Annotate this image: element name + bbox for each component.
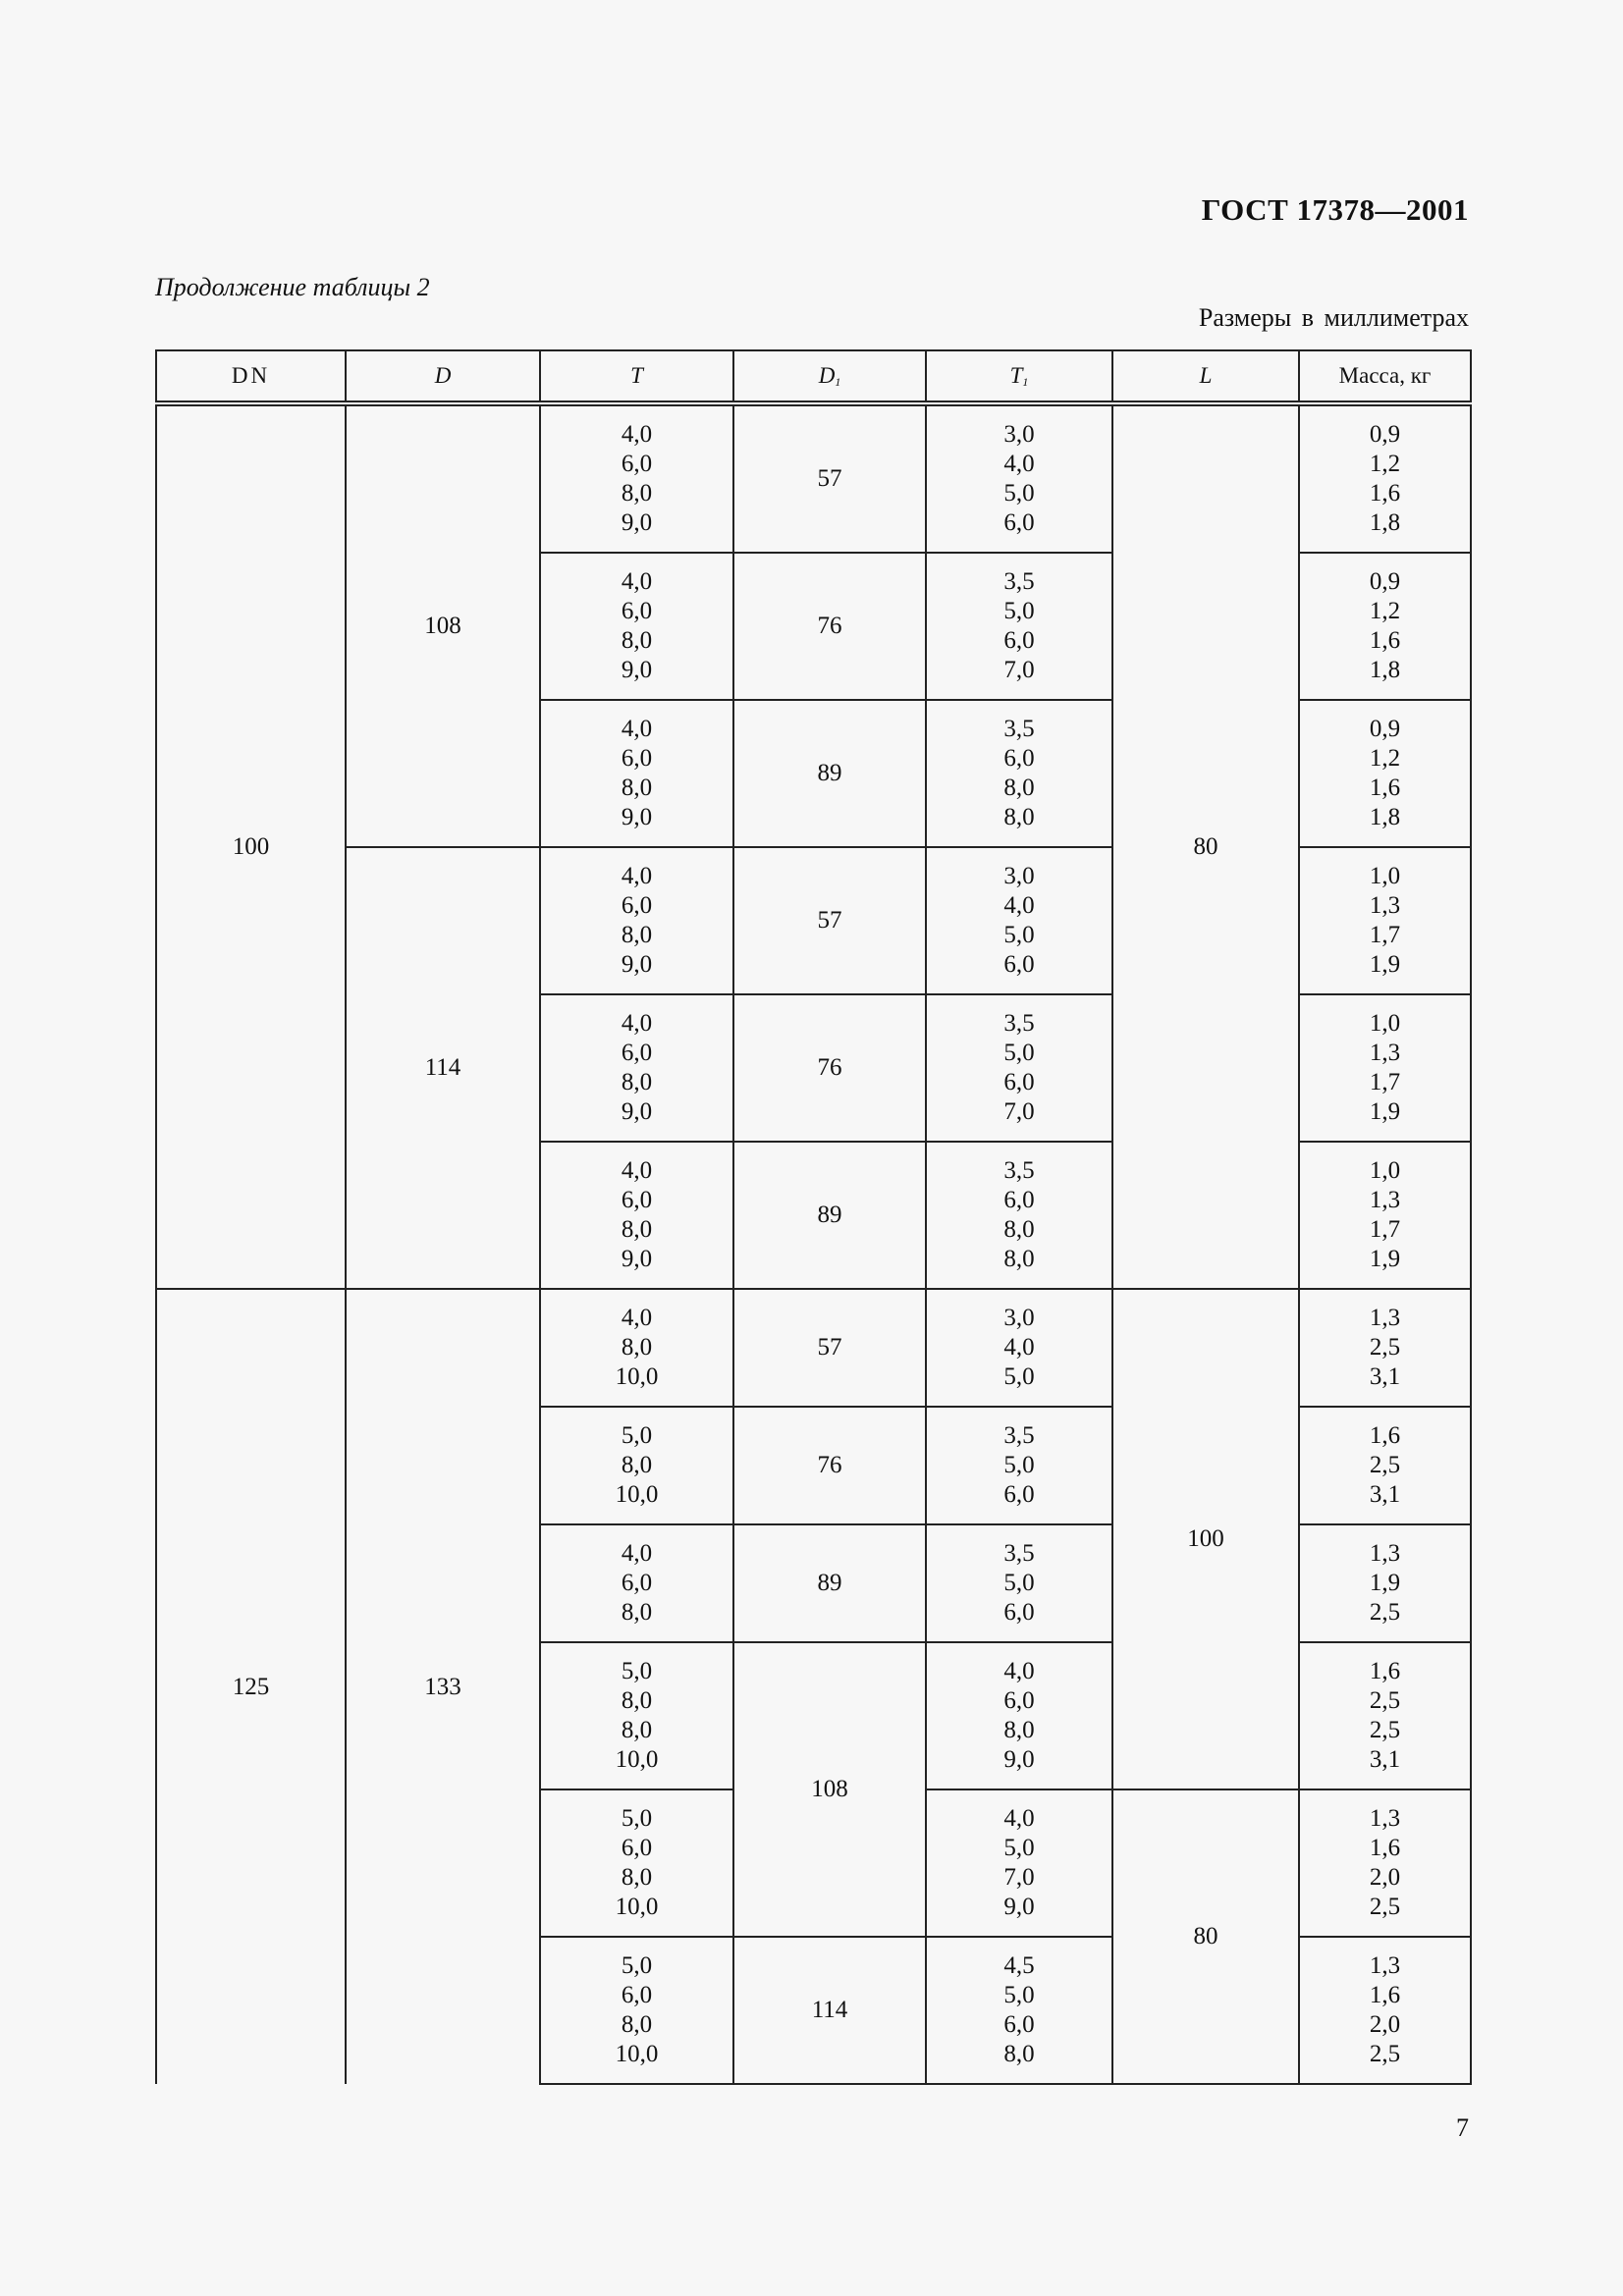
t-cell: 4,0 6,0 8,0 [540, 1524, 733, 1642]
t-cell: 4,0 6,0 8,0 9,0 [540, 994, 733, 1142]
t1-cell: 4,0 6,0 8,0 9,0 [926, 1642, 1112, 1789]
d1-cell: 76 [733, 994, 926, 1142]
col-header-dn: DN [156, 350, 346, 403]
d1-cell: 76 [733, 1407, 926, 1524]
t1-cell: 4,5 5,0 6,0 8,0 [926, 1937, 1112, 2084]
col-header-d1-base: D [818, 362, 836, 388]
d1-cell: 57 [733, 403, 926, 553]
dn-cell: 125 [156, 1289, 346, 2084]
d1-cell: 89 [733, 1142, 926, 1289]
t-cell: 4,0 6,0 8,0 9,0 [540, 403, 733, 553]
l-cell: 80 [1112, 403, 1299, 1289]
mass-cell: 1,0 1,3 1,7 1,9 [1299, 847, 1471, 994]
d-cell: 133 [346, 1289, 540, 2084]
mass-cell: 0,9 1,2 1,6 1,8 [1299, 700, 1471, 847]
dn-cell: 100 [156, 403, 346, 1289]
col-header-mass: Масса, кг [1299, 350, 1471, 403]
d1-cell: 114 [733, 1937, 926, 2084]
t-cell: 4,0 6,0 8,0 9,0 [540, 1142, 733, 1289]
t-cell: 5,0 8,0 8,0 10,0 [540, 1642, 733, 1789]
t-cell: 4,0 8,0 10,0 [540, 1289, 733, 1407]
t1-cell: 3,0 4,0 5,0 6,0 [926, 847, 1112, 994]
table-row [156, 1289, 1471, 1407]
mass-cell: 0,9 1,2 1,6 1,8 [1299, 403, 1471, 553]
t1-cell: 3,0 4,0 5,0 6,0 [926, 403, 1112, 553]
mass-cell: 1,3 2,5 3,1 [1299, 1289, 1471, 1407]
col-header-l: L [1112, 350, 1299, 403]
page-number: 7 [1456, 2113, 1469, 2142]
d1-cell: 89 [733, 1524, 926, 1642]
col-header-t1-base: T [1009, 362, 1023, 388]
mass-cell: 1,6 2,5 2,5 3,1 [1299, 1642, 1471, 1789]
l-cell: 80 [1112, 1789, 1299, 2084]
t1-cell: 3,0 4,0 5,0 [926, 1289, 1112, 1407]
t-cell: 5,0 6,0 8,0 10,0 [540, 1937, 733, 2084]
col-header-t: T [540, 350, 733, 403]
t-cell: 5,0 6,0 8,0 10,0 [540, 1789, 733, 1937]
units-note: Размеры в миллиметрах [1198, 303, 1469, 332]
t1-cell: 3,5 5,0 6,0 [926, 1524, 1112, 1642]
col-header-d1-sub: 1 [835, 374, 841, 389]
d1-cell: 76 [733, 553, 926, 700]
table-row [156, 403, 1471, 553]
t-cell: 4,0 6,0 8,0 9,0 [540, 700, 733, 847]
t1-cell: 3,5 6,0 8,0 8,0 [926, 1142, 1112, 1289]
col-header-t1-sub: 1 [1022, 374, 1029, 389]
mass-cell: 1,3 1,6 2,0 2,5 [1299, 1937, 1471, 2084]
col-header-t1 [926, 350, 1112, 403]
d-cell: 108 [346, 403, 540, 847]
t1-cell: 3,5 5,0 6,0 [926, 1407, 1112, 1524]
t-cell: 4,0 6,0 8,0 9,0 [540, 553, 733, 700]
dimensions-table [155, 349, 1472, 2085]
t-cell: 5,0 8,0 10,0 [540, 1407, 733, 1524]
t1-cell: 3,5 6,0 8,0 8,0 [926, 700, 1112, 847]
mass-cell: 0,9 1,2 1,6 1,8 [1299, 553, 1471, 700]
mass-cell: 1,3 1,9 2,5 [1299, 1524, 1471, 1642]
col-header-d: D [346, 350, 540, 403]
col-header-d1 [733, 350, 926, 403]
mass-cell: 1,3 1,6 2,0 2,5 [1299, 1789, 1471, 1937]
t1-cell: 4,0 5,0 7,0 9,0 [926, 1789, 1112, 1937]
d1-cell: 89 [733, 700, 926, 847]
header-row [156, 350, 1471, 403]
mass-cell: 1,0 1,3 1,7 1,9 [1299, 1142, 1471, 1289]
t1-cell: 3,5 5,0 6,0 7,0 [926, 553, 1112, 700]
d1-cell: 108 [733, 1642, 926, 1937]
d1-cell: 57 [733, 847, 926, 994]
mass-cell: 1,6 2,5 3,1 [1299, 1407, 1471, 1524]
t-cell: 4,0 6,0 8,0 9,0 [540, 847, 733, 994]
t1-cell: 3,5 5,0 6,0 7,0 [926, 994, 1112, 1142]
mass-cell: 1,0 1,3 1,7 1,9 [1299, 994, 1471, 1142]
table-caption: Продолжение таблицы 2 [155, 273, 430, 301]
l-cell: 100 [1112, 1289, 1299, 1789]
standard-designation: ГОСТ 17378—2001 [1201, 192, 1469, 227]
d-cell: 114 [346, 847, 540, 1289]
d1-cell: 57 [733, 1289, 926, 1407]
